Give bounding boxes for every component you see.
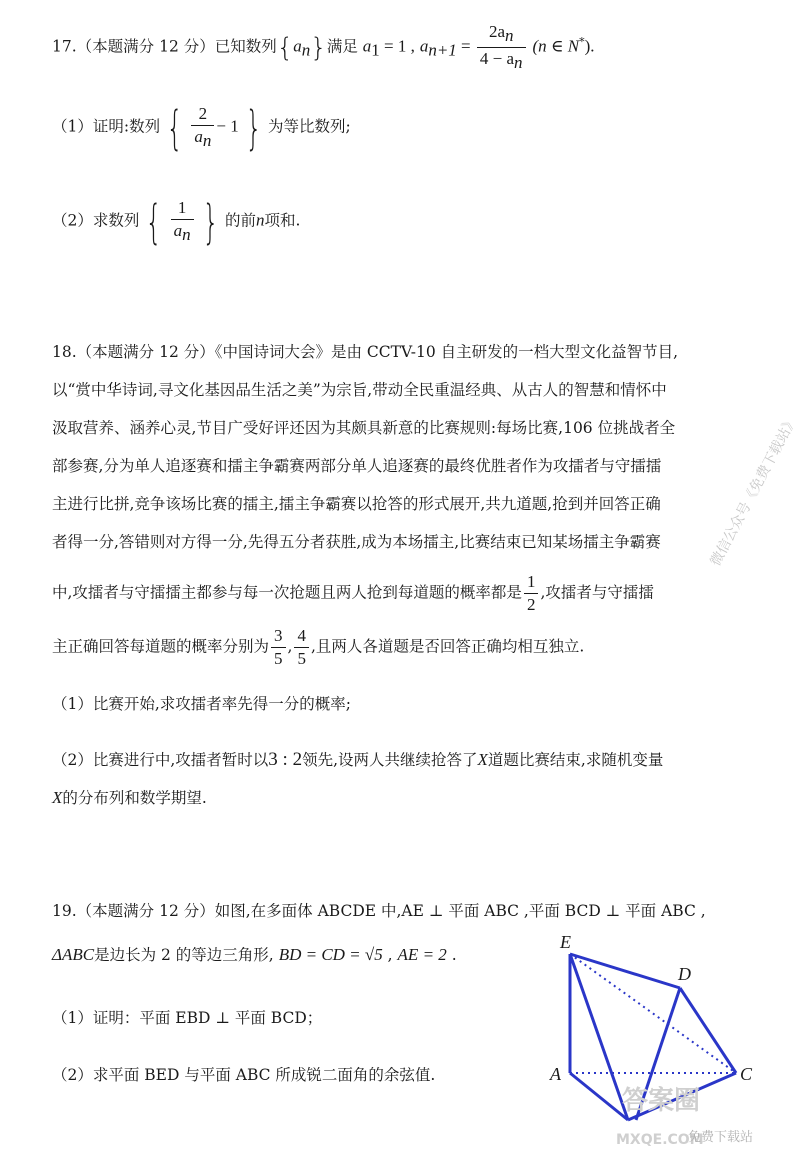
vertex-label-c: C [740,1064,753,1084]
q19-part2: （2）求平面 BED 与平面 ABC 所成锐二面角的余弦值. [52,1066,436,1084]
q18-line3: 汲取营养、涵养心灵,节目广受好评还因为其颇具新意的比赛规则:每场比赛,106 位挑战者全 [52,419,676,437]
q18-line4: 部参赛,分为单人追逐赛和擂主争霸赛两部分单人追逐赛的最终优胜者作为攻擂者与守擂擂 [52,457,662,475]
logo-url: MXQE.COM [616,1132,704,1148]
vertex-label-e: E [560,932,571,952]
q18-part2-cont: X的分布列和数学期望. [52,788,207,807]
q18-line2: 以“赏中华诗词,寻文化基因品生活之美”为宗旨,带动全民重温经典、从古人的智慧和情怀中 [52,381,667,399]
watermark: 微信公众号《免费下载站》 [707,413,801,569]
q19-part1: （1）证明：平面 EBD ⊥ 平面 BCD； [52,1009,323,1027]
vertex-label-d: D [678,964,691,984]
edge-dc [680,988,736,1073]
q18-line8: 主正确回答每道题的概率分别为 $\frac{3}{5}$ , $\frac{4}{5}$ ,且两人各道题是否回答正确均相互独立. [52,626,585,668]
logo-mark: 答案圈 [622,1086,701,1116]
q19-line2: ΔABC是边长为 2 的等边三角形, BD = CD = √5 , AE = 2 . [52,945,457,964]
vertex-label-a: A [550,1064,561,1084]
q17-part1: （1）证明:数列 { $\frac{2}{a_n}$ − 1 } 为等比数列; [52,100,351,155]
q17-part2: （2）求数列 { $\frac{1}{a_n}$ } 的前n项和. [52,194,301,249]
edge-ec-hidden [570,954,736,1073]
q18-line1: 18.（本题满分 12 分）《中国诗词大会》是由 CCTV-10 自主研发的一档大型文化益智节目, [52,343,679,361]
q17-fraction: $\frac{2a_n}{4 - a_n}$ [477,22,526,73]
q18-line5: 主进行比拼,竞争该场比赛的擂主,擂主争霸赛以抢答的形式展开,共九道题,抢到并回答正确 [52,495,661,513]
q19-line1: 19.（本题满分 12 分）如图,在多面体 ABCDE 中,AE ⊥ 平面 ABC ,平面 BCD ⊥ 平面 ABC , [52,902,706,920]
logo-caption: 免费下载站 [688,1130,754,1145]
q18-line6: 者得一分,答错则对方得一分,先得五分者获胜,成为本场擂主,比赛结束已知某场擂主争霸赛 [52,533,661,551]
q18-line7: 中,攻擂者与守擂擂主都参与每一次抢题且两人抢到每道题的概率都是 $\frac{1}{2}$ ,攻擂者与守擂擂 [52,572,654,614]
q18-part2: （2）比赛进行中,攻擂者暂时以3 : 2领先,设两人共继续抢答了X道题比赛结束,求随机变量 [52,749,664,770]
q18-part1: （1）比赛开始,求攻擂者率先得一分的概率; [52,695,352,713]
q17-statement: 17.（本题满分 12 分）已知数列$\{a_n\}$满足 $a_1 = 1$ , $a_{n+1}$ = $\frac{2a_n}{4 - a_n}$ (n ∈ N*). [52,22,595,73]
polyhedron-figure [540,930,786,1164]
edge-ed [570,954,680,988]
